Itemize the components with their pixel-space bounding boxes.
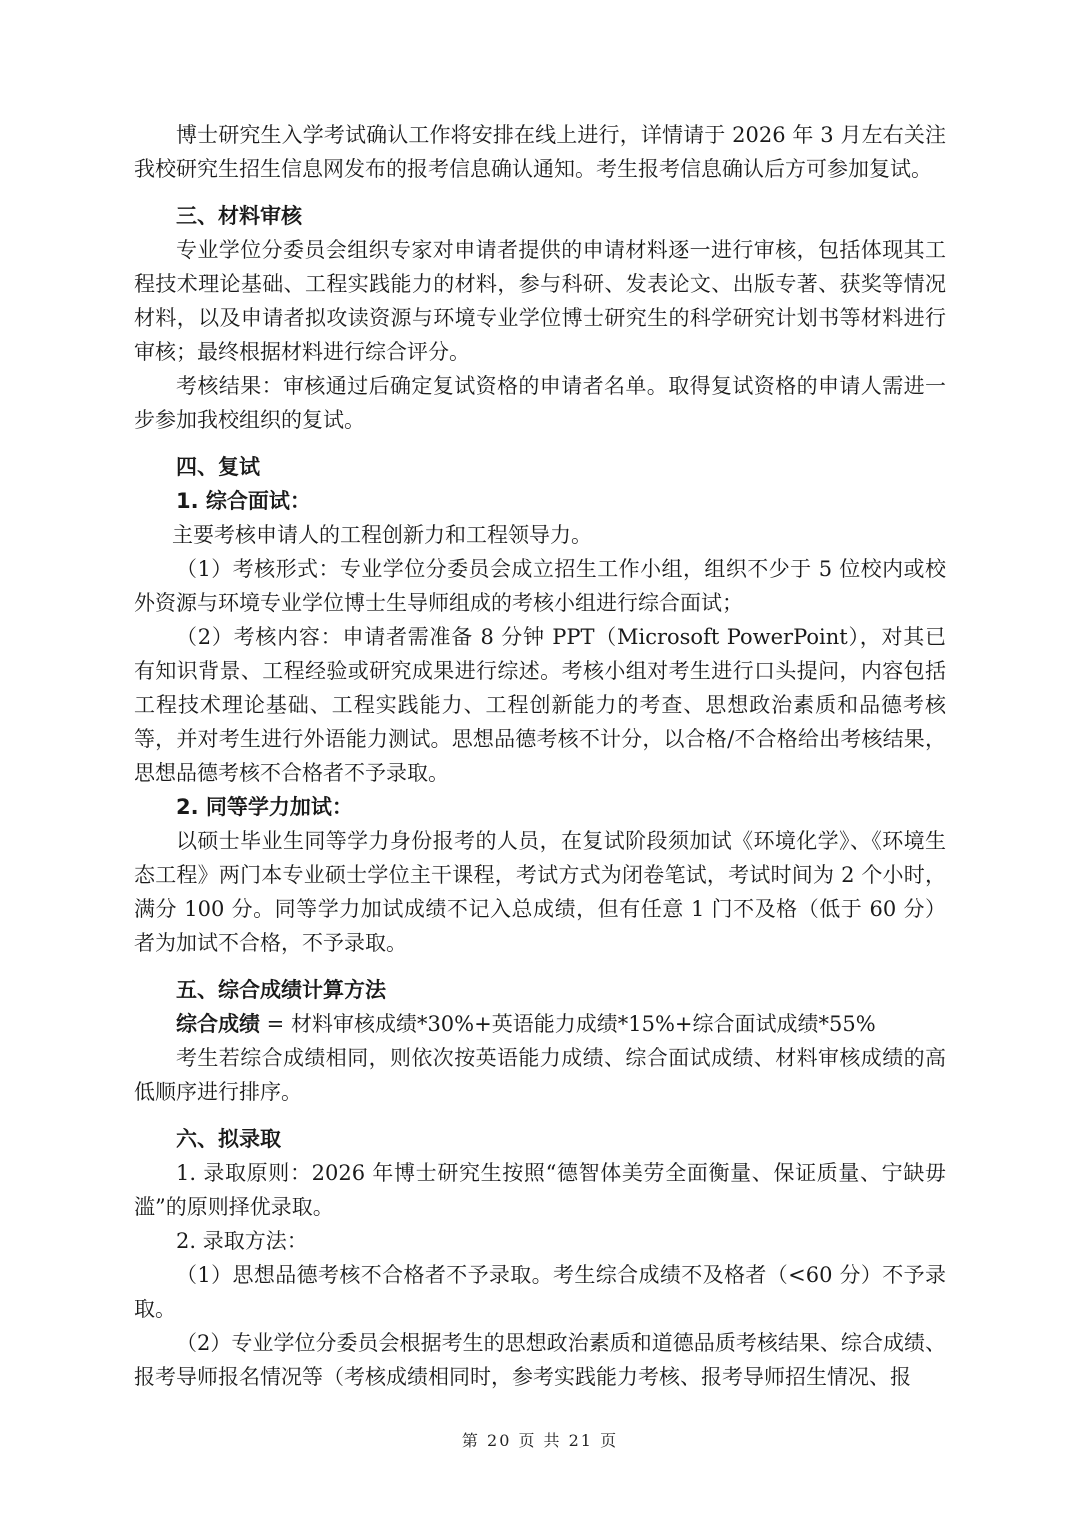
score-formula-label: 综合成绩: [176, 1012, 260, 1036]
paragraph-material-review: 专业学位分委员会组织专家对申请者提供的申请材料逐一进行审核，包括体现其工程技术理论基础、工程实践能力的材料，参与科研、发表论文、出版专著、获奖等情况材料，以及申请者拟攻读资源与环境专业学位博士研究生的科学研究计划书等材料进行审核；最终根据材料进行综合评分。: [134, 238, 946, 364]
paragraph-equivalent-test: 以硕士毕业生同等学力身份报考的人员，在复试阶段须加试《环境化学》、《环境生态工程》两门本专业硕士学位主干课程，考试方式为闭卷笔试，考试时间为 2 个小时，满分 100 分。同等学力加试成绩不记入总成绩，但有任意 1 门不及格（低于 60 分）者为加试不合格，不予录取。: [134, 829, 946, 955]
paragraph-interview-form: （1）考核形式：专业学位分委员会成立招生工作小组，组织不少于 5 位校内或校外资源与环境专业学位博士生导师组成的考核小组进行综合面试；: [134, 557, 946, 615]
page-number: 第 20 页 共 21 页: [461, 1431, 619, 1450]
paragraph-admission-principle: 1. 录取原则：2026 年博士研究生按照“德智体美劳全面衡量、保证质量、宁缺毋滥”的原则择优录取。: [134, 1161, 946, 1219]
paragraph-review-result: 考核结果：审核通过后确定复试资格的申请者名单。取得复试资格的申请人需进一步参加我校组织的复试。: [134, 374, 946, 432]
paragraph-admission-method: 2. 录取方法：: [176, 1229, 308, 1253]
section-heading-retest: 四、复试: [176, 455, 260, 479]
section-heading-admission: 六、拟录取: [176, 1127, 281, 1151]
section-heading-material-review: 三、材料审核: [176, 204, 302, 228]
paragraph-confirmation: 博士研究生入学考试确认工作将安排在线上进行，详情请于 2026 年 3 月左右关注我校研究生招生信息网发布的报考信息确认通知。考生报考信息确认后方可参加复试。: [134, 123, 946, 181]
section-heading-score-method: 五、综合成绩计算方法: [176, 978, 386, 1002]
paragraph-admission-method-1: （1）思想品德考核不合格者不予录取。考生综合成绩不及格者（<60 分）不予录取。: [134, 1263, 946, 1321]
subheading-equivalent-test: 2. 同等学力加试：: [176, 795, 353, 819]
paragraph-interview-main: 主要考核申请人的工程创新力和工程领导力。: [172, 523, 592, 547]
score-formula-expression: = 材料审核成绩*30%+英语能力成绩*15%+综合面试成绩*55%: [260, 1012, 876, 1036]
subheading-interview: 1. 综合面试：: [176, 489, 311, 513]
paragraph-interview-content: （2）考核内容：申请者需准备 8 分钟 PPT（Microsoft PowerPoint），对其已有知识背景、工程经验或研究成果进行综述。考核小组对考生进行口头提问，内容包括工程技术理论基础、工程实践能力、工程创新能力的考查、思想政治素质和品德考核等，并对考生进行外语能力测试。思想品德考核不计分，以合格/不合格给出考核结果，思想品德考核不合格者不予录取。: [134, 625, 946, 785]
paragraph-admission-method-2: （2）专业学位分委员会根据考生的思想政治素质和道德品质考核结果、综合成绩、报考导师报名情况等（考核成绩相同时，参考实践能力考核、报考导师招生情况、报: [134, 1331, 946, 1389]
paragraph-tie-break: 考生若综合成绩相同，则依次按英语能力成绩、综合面试成绩、材料审核成绩的高低顺序进行排序。: [134, 1046, 946, 1104]
document-body: [134, 118, 946, 1394]
score-formula: [134, 1007, 946, 1041]
